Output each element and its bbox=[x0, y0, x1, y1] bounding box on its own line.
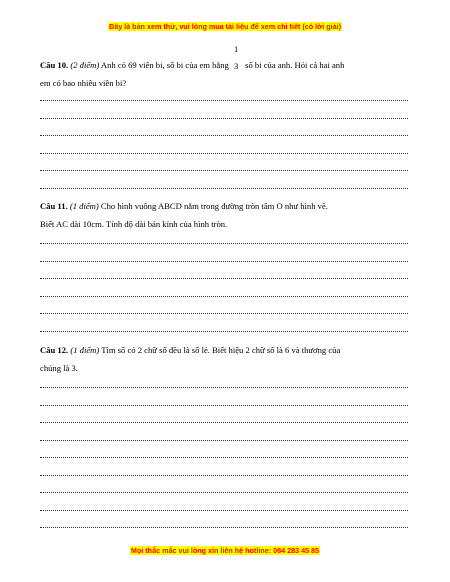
fraction-denominator: 3 bbox=[233, 61, 239, 71]
question-text-continued: số bi của anh. Hỏi cả hai anh bbox=[242, 60, 345, 70]
question-points: (1 điểm) bbox=[70, 345, 100, 355]
question-text-line2: Biết AC dài 10cm. Tính độ dài bán kính của hình tròn. bbox=[40, 219, 228, 229]
question-text: Tìm số có 2 chữ số đều là số lẻ. Biết hiệu 2 chữ số là 6 và thương của bbox=[99, 345, 341, 355]
answer-line[interactable] bbox=[40, 278, 408, 279]
question-12 bbox=[40, 341, 408, 377]
preview-banner-text: Đây là bản xem thử, vui lòng mua tài liệu để xem chi tiết (có lời giải) bbox=[109, 22, 341, 31]
answer-line[interactable] bbox=[40, 527, 408, 528]
question-11 bbox=[40, 197, 408, 233]
answer-line[interactable] bbox=[40, 405, 408, 406]
answer-line[interactable] bbox=[40, 331, 408, 332]
answer-line[interactable] bbox=[40, 475, 408, 476]
answer-line[interactable] bbox=[40, 118, 408, 119]
answer-line[interactable] bbox=[40, 170, 408, 171]
hotline-banner-text: Mọi thắc mắc vui lòng xin liên hệ hotline: 084 283 45 85 bbox=[130, 546, 320, 555]
answer-line[interactable] bbox=[40, 440, 408, 441]
question-points: (1 điểm) bbox=[69, 201, 99, 211]
answer-line[interactable] bbox=[40, 457, 408, 458]
answer-line[interactable] bbox=[40, 296, 408, 297]
answer-line[interactable] bbox=[40, 261, 408, 262]
question-points: (2 điểm) bbox=[70, 60, 100, 70]
answer-line[interactable] bbox=[40, 188, 408, 189]
answer-line[interactable] bbox=[40, 100, 408, 101]
hotline-banner bbox=[0, 546, 450, 555]
fraction-numerator: 1 bbox=[233, 44, 239, 54]
fraction-one-third bbox=[233, 44, 241, 71]
answer-line[interactable] bbox=[40, 243, 408, 244]
answer-line[interactable] bbox=[40, 492, 408, 493]
answer-line[interactable] bbox=[40, 135, 408, 136]
question-text-line2: em có bao nhiêu viên bi? bbox=[40, 78, 127, 88]
answer-line[interactable] bbox=[40, 387, 408, 388]
question-number: Câu 11. bbox=[40, 201, 68, 211]
question-number: Câu 12. bbox=[40, 345, 69, 355]
preview-banner bbox=[0, 22, 450, 31]
question-text: Cho hình vuông ABCD nằm trong đường tròn tâm O như hình vẽ. bbox=[98, 201, 328, 211]
question-text-line2: chúng là 3. bbox=[40, 363, 78, 373]
answer-line[interactable] bbox=[40, 153, 408, 154]
question-text: Anh có 69 viên bi, số bi của em bằng bbox=[99, 60, 231, 70]
answer-line[interactable] bbox=[40, 313, 408, 314]
answer-line[interactable] bbox=[40, 422, 408, 423]
question-10 bbox=[40, 44, 408, 92]
question-number: Câu 10. bbox=[40, 60, 69, 70]
answer-line[interactable] bbox=[40, 510, 408, 511]
